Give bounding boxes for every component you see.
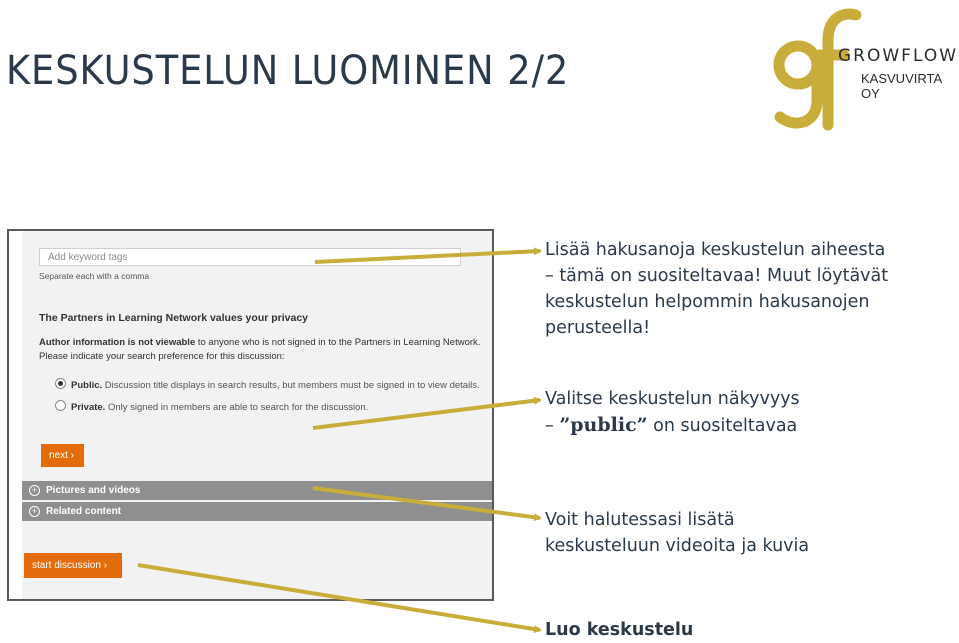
- note-media: [545, 507, 809, 559]
- embedded-screenshot: [7, 229, 494, 601]
- note-line: Voit halutessasi lisätä: [545, 510, 735, 530]
- privacy-info-bold: Author information is not viewable: [39, 337, 196, 348]
- private-desc: Only signed in members are able to search for the discussion.: [105, 402, 369, 413]
- public-radio[interactable]: [55, 378, 66, 389]
- note-line: keskusteluun videoita ja kuvia: [545, 536, 810, 556]
- next-button[interactable]: next ›: [41, 444, 84, 467]
- note-line: Lisää hakusanoja keskustelun aiheesta: [545, 240, 886, 260]
- note-line: – tämä on suositeltavaa! Muut löytävät: [545, 266, 889, 286]
- privacy-info: [39, 337, 480, 348]
- note-line: Luo keskustelu: [545, 620, 694, 640]
- keyword-tags-input[interactable]: Add keyword tags: [39, 248, 461, 266]
- section-label: Pictures and videos: [46, 485, 141, 496]
- logo-name: GROWFLOW: [838, 46, 959, 66]
- growflow-logo-mark: [770, 5, 959, 135]
- slide-title: KESKUSTELUN LUOMINEN 2/2: [6, 48, 570, 94]
- section-pictures-videos[interactable]: [22, 481, 492, 500]
- private-radio[interactable]: [55, 400, 66, 411]
- public-option[interactable]: [55, 378, 480, 391]
- logo-subtitle: KASVUVIRTA OY: [861, 71, 942, 101]
- section-related-content[interactable]: [22, 502, 492, 521]
- note-keywords: [545, 237, 888, 341]
- private-option[interactable]: [55, 400, 368, 413]
- section-label: Related content: [46, 506, 122, 517]
- note-dash: –: [545, 416, 560, 436]
- note-line: Valitse keskustelun näkyvyys: [545, 389, 800, 409]
- public-label: Public.: [71, 380, 103, 391]
- discussion-form: [22, 231, 492, 599]
- expand-plus-icon: +: [29, 506, 40, 517]
- note-line: [545, 412, 800, 439]
- expand-plus-icon: +: [29, 485, 40, 496]
- start-discussion-button[interactable]: start discussion ›: [24, 553, 122, 578]
- keyword-hint: Separate each with a comma: [39, 271, 150, 281]
- note-suffix: on suositeltavaa: [647, 416, 798, 436]
- private-label: Private.: [71, 402, 106, 413]
- note-visibility: [545, 386, 800, 439]
- public-quote: ”public”: [559, 414, 648, 436]
- public-desc: Discussion title displays in search results, but members must be signed in to view details.: [102, 380, 480, 391]
- note-line: keskustelun helpommin hakusanojen: [545, 292, 870, 312]
- note-create: [545, 617, 693, 643]
- search-preference-prompt: Please indicate your search preference for this discussion:: [39, 351, 285, 362]
- note-line: perusteella!: [545, 318, 651, 338]
- privacy-title: The Partners in Learning Network values your privacy: [39, 312, 309, 324]
- privacy-info-rest: to anyone who is not signed in to the Partners in Learning Network.: [195, 337, 481, 348]
